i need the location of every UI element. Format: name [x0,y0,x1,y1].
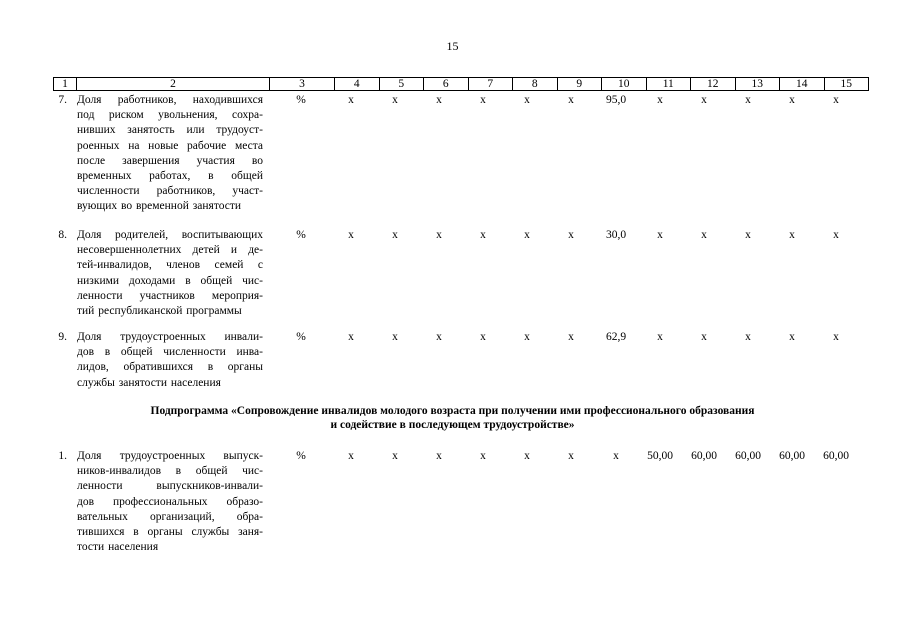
value-cell: x [524,229,530,241]
value-cell: x [524,450,530,462]
col-header-3: 3 [270,78,335,91]
col-header-15: 15 [824,78,869,91]
description-line: ленности выпускников-инвали- [77,480,263,493]
value-cell: x [745,229,751,241]
indicator-description [77,93,263,215]
col-header-12: 12 [691,78,736,91]
description-line: службы занятости населения [77,376,221,389]
description-line: численности работников, участ- [77,185,263,198]
col-header-7: 7 [468,78,513,91]
value-cell: x [348,94,354,106]
description-line: роенных на новые рабочие места [77,139,263,152]
col-header-4: 4 [335,78,380,91]
value-cell: x [348,229,354,241]
value-cell: x [701,331,707,343]
value-cell: x [701,94,707,106]
value-cell: x [348,450,354,462]
value-cell: x [568,331,574,343]
value-cell: x [568,94,574,106]
description-line: Доля работников, находившихся [77,94,263,106]
value-cell: x [833,229,839,241]
subprogram-title-line: Подпрограмма «Сопровождение инвалидов молодого возраста при получении ими профессионального образования [150,405,755,417]
page-number: 15 [446,39,459,53]
subprogram-title [53,404,852,432]
unit-cell: % [296,450,306,462]
description-line: Доля трудоустроенных инвали- [77,331,263,343]
col-header-1: 1 [54,78,77,91]
unit-cell: % [296,94,306,106]
value-cell: x [745,331,751,343]
value-cell: 50,00 [647,450,673,462]
value-cell: x [745,94,751,106]
description-line: несовершеннолетних детей и де- [77,244,263,257]
value-cell: x [789,331,795,343]
indicator-description [77,330,263,391]
value-cell: 62,9 [605,331,627,343]
value-cell: x [524,94,530,106]
value-cell: x [392,450,398,462]
row-number: 8. [58,229,67,241]
row-number: 9. [58,331,67,343]
description-line: ленности участников мероприя- [77,289,263,302]
indicator-description [77,228,263,319]
description-line: низкими доходами в общей чис- [77,274,263,287]
value-cell: x [657,229,663,241]
description-line: ников-инвалидов в общей чис- [77,465,263,478]
value-cell: 60,00 [823,450,849,462]
description-line: Доля трудоустроенных выпуск- [77,450,263,462]
indicator-description [77,449,263,555]
value-cell: x [480,229,486,241]
description-line: вательных организаций, обра- [77,510,263,523]
row-number: 7. [58,94,67,106]
description-line: дов в общей численности инва- [77,346,263,359]
value-cell: x [568,450,574,462]
value-cell: x [657,331,663,343]
value-cell: 60,00 [779,450,805,462]
value-cell: x [436,450,442,462]
col-header-10: 10 [602,78,647,91]
value-cell: x [701,229,707,241]
value-cell: x [480,450,486,462]
value-cell: x [392,94,398,106]
col-header-6: 6 [424,78,469,91]
unit-cell: % [296,229,306,241]
value-cell: 30,0 [605,229,627,241]
value-cell: x [524,331,530,343]
row-number: 1. [58,450,67,462]
description-line: дов профессиональных образо- [77,495,263,508]
value-cell: x [436,331,442,343]
value-cell: 95,0 [605,94,627,106]
description-line: тий республиканской программы [77,305,242,318]
value-cell: x [436,229,442,241]
value-cell: 60,00 [735,450,761,462]
value-cell: 60,00 [691,450,717,462]
description-line: нивших занятость или трудоуст- [77,124,263,137]
col-header-5: 5 [379,78,424,91]
value-cell: x [392,331,398,343]
subprogram-title-line: и содействие в последующем трудоустройстве» [330,419,575,431]
col-header-14: 14 [780,78,825,91]
description-line: тей-инвалидов, членов семей с [77,259,263,272]
description-line: под риском увольнения, сохра- [77,109,263,122]
col-header-9: 9 [557,78,602,91]
col-header-8: 8 [513,78,558,91]
col-header-2: 2 [77,78,270,91]
unit-cell: % [296,331,306,343]
col-header-11: 11 [646,78,691,91]
description-line: временных работах, в общей [77,170,263,183]
description-line: тости населения [77,541,159,554]
value-cell: x [480,331,486,343]
value-cell: x [348,331,354,343]
value-cell: x [436,94,442,106]
value-cell: x [789,94,795,106]
value-cell: x [480,94,486,106]
value-cell: x [613,450,619,462]
value-cell: x [392,229,398,241]
value-cell: x [568,229,574,241]
value-cell: x [833,94,839,106]
col-header-13: 13 [735,78,780,91]
value-cell: x [833,331,839,343]
description-line: после завершения участия во [77,154,263,167]
column-header-row [53,77,869,91]
description-line: тившихся в органы службы заня- [77,526,263,539]
description-line: Доля родителей, воспитывающих [77,229,263,241]
value-cell: x [789,229,795,241]
description-line: вующих во временной занятости [77,200,242,213]
value-cell: x [657,94,663,106]
description-line: лидов, обратившихся в органы [77,361,263,374]
